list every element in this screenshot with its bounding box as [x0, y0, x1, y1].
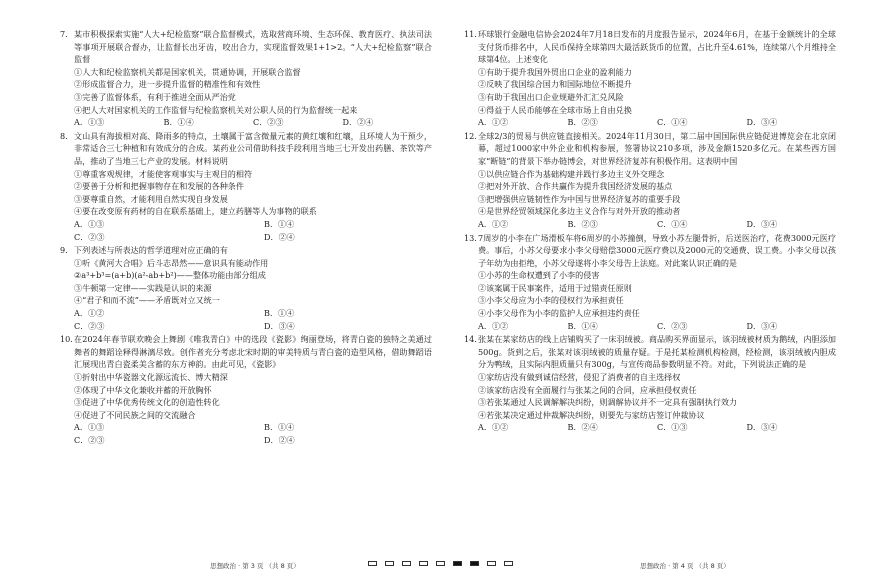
question-stem: 7周岁的小李在广场滑板车将6周岁的小苏撞倒，导致小苏左腿骨折，后送医治疗，花费3000元医疗费。事后，小苏父母要求小李父母赔偿3000元医疗费以及2000元的交通费、误工费。小李父母以孩子年幼为由拒绝，小苏父母遂将小李父母告上法庭。对此案认识正确的是: [478, 232, 836, 268]
option-c: C．②③: [74, 231, 105, 242]
option-b: B．①④: [264, 218, 295, 229]
statement: ①人大和纪检监察机关都是国家机关，贯通协调，开展联合监督: [74, 66, 301, 77]
option-c: C．①④: [657, 218, 688, 229]
question-10: [60, 333, 432, 446]
statement: ③牛顿第一定律——实践是认识的来源: [74, 282, 212, 293]
page-footer-left: 思想政治 · 第 3 页 （共 8 页）: [210, 562, 300, 570]
option-d: D．②④: [264, 435, 295, 445]
statement: ③有助于我国出口企业规避外汇汇兑风险: [478, 91, 624, 102]
answer-options: [60, 307, 432, 332]
option-d: D．③④: [746, 422, 778, 433]
option-c: C．②③: [74, 320, 105, 331]
statement: ①家纺店没有做到诚信经营，侵犯了消费者的自主选择权: [478, 372, 681, 383]
answer-options: [60, 421, 432, 446]
question-stem: 下列表述与所表达的哲学道理对应正确的有: [74, 245, 228, 256]
answer-options: [60, 218, 432, 243]
right-column: [464, 28, 836, 435]
statement: ①小苏的生命权遭到了小李的侵害: [478, 270, 600, 281]
question-13: [464, 232, 836, 333]
statement: ②该家纺店没有全面履行与张某之间的合同，应承担侵权责任: [478, 384, 697, 395]
question-stem: 文山具有海拔相对高、降雨多的特点，土壤属于富含微量元素的黄红壤和红壤，且环境人为干预少，非常适合三七种植和有效成分的合成。某药业公司借助科技手段利用当地三七开发出药膳、茶饮等产品，推动了当地三七产业的发展。材料说明: [74, 130, 432, 166]
left-column: [60, 28, 432, 448]
statement: ②体现了中华文化兼收并蓄的开放胸怀: [74, 384, 212, 395]
question-8: [60, 130, 432, 243]
statement: ③完善了监督体系，有利于推进全面从严治党: [74, 91, 236, 102]
statement: ④小李父母作为小李的监护人应承担违约责任: [478, 308, 640, 319]
option-d: D．②④: [342, 117, 374, 128]
option-c: C．②③: [657, 320, 688, 331]
question-number: 7.: [60, 29, 68, 39]
statement: ④“君子和而不流”——矛盾既对立又统一: [74, 295, 220, 306]
option-b: B．①④: [264, 422, 295, 433]
option-d: D．③④: [746, 320, 778, 331]
question-stem: 某市积极探索实施“人大+纪检监察”联合监督模式，选取营商环境、生态环保、教育医疗、执法司法等事项开展联合督办，让监督长出牙齿，咬出合力，实现监督效果1+1>2。“人大+纪检监察”联合监督: [74, 29, 432, 65]
option-c: C．①③: [657, 422, 688, 433]
statement: ①折射出中华瓷器文化源远流长、博大精深: [74, 372, 228, 383]
answer-options: [464, 421, 836, 434]
statement: ①以供应链合作为基础构建并践行多边主义外交理念: [478, 168, 665, 179]
alignment-mark: [436, 561, 445, 566]
question-9: [60, 244, 432, 332]
answer-options: [60, 116, 432, 129]
alignment-mark: [368, 561, 377, 566]
page-footer-right: 思想政治 · 第 4 页 （共 8 页）: [640, 562, 730, 570]
option-b: B．①④: [163, 117, 194, 128]
question-stem: 环球银行金融电信协会2024年7月18日发布的月度报告显示，2024年6月，在基于金额统计的全球支付货币排名中，人民币保持全球第四大最活跃货币的位置，占比升至4.61%，连续第八个月维持全球第4位。上述变化: [478, 29, 836, 65]
statement: ②把对外开放、合作共赢作为提升我国经济发展的基点: [478, 181, 673, 192]
statement: ④若张某决定通过仲裁解决纠纷，则要先与家纺店签订仲裁协议: [478, 409, 705, 420]
statement: ②a³+b³=(a+b)(a²-ab+b²)——整体功能由部分组成: [74, 270, 266, 281]
statement: ③把增强供应链韧性作为中国与世界经济复苏的重要手段: [478, 193, 681, 204]
answer-options: [464, 218, 836, 231]
question-14: [464, 333, 836, 434]
option-c: C．②③: [74, 435, 105, 445]
option-d: D．③④: [746, 117, 778, 128]
answer-options: [464, 116, 836, 129]
option-c: C．②③: [253, 117, 284, 128]
option-d: D．③④: [264, 320, 295, 331]
option-a: A．①②: [478, 320, 509, 331]
statement: ①有助于提升我国外贸出口企业的盈利能力: [478, 66, 632, 77]
question-number: 10.: [60, 334, 73, 345]
option-a: A．①②: [478, 218, 509, 229]
option-b: B．①④: [567, 320, 598, 331]
question-number: 8.: [60, 130, 68, 141]
alignment-marks: [368, 561, 513, 566]
statement: ②要善于分析和把握事物存在和发展的各种条件: [74, 181, 244, 192]
question-11: [464, 28, 836, 129]
alignment-mark: [504, 561, 513, 566]
question-number: 13.: [464, 232, 477, 243]
alignment-mark: [385, 561, 394, 566]
statement: ③要尊重自然，才能利用自然实现自身发展: [74, 193, 228, 204]
statement: ④得益于人民币能够在全球市场上自由兑换: [478, 104, 632, 115]
question-number: 14.: [464, 334, 477, 345]
option-b: B．②③: [567, 117, 598, 128]
alignment-mark-filled: [470, 561, 479, 566]
question-7: [60, 28, 432, 129]
option-c: C．①④: [657, 117, 688, 128]
statement: ④把人大对国家机关的工作监督与纪检监察机关对公职人员的行为监督统一起来: [74, 104, 358, 115]
answer-options: [464, 320, 836, 333]
statement: ③若张某通过人民调解解决纠纷，则调解协议并不一定具有强制执行效力: [478, 397, 738, 408]
alignment-mark: [402, 561, 411, 566]
question-12: [464, 130, 836, 231]
statement: ③促进了中华优秀传统文化的创造性转化: [74, 397, 220, 408]
alignment-mark: [419, 561, 428, 566]
alignment-mark: [487, 561, 496, 566]
question-stem: 在2024年春节联欢晚会上舞剧《唯我青白》中的选段《瓷影》绚丽登场，将青白瓷的独特之美通过舞者的舞蹈诠释得淋漓尽致。创作者充分考虑北宋时期的审美特质与青白瓷的造型风格，借助舞蹈语汇展现出青白瓷柔美含蓄的东方神韵。由此可见，《瓷影》: [74, 334, 432, 370]
statement: ④要在改变原有药材的自在联系基础上，建立药膳等人为事物的联系: [74, 206, 317, 217]
statement: ②反映了我国综合国力和国际地位不断提升: [478, 79, 632, 90]
question-number: 9.: [60, 245, 68, 256]
option-b: B．①④: [264, 308, 295, 319]
question-number: 11.: [464, 29, 477, 39]
statement: ①尊重客观规律，才能使客观事实与主观目的相符: [74, 168, 253, 179]
option-b: B．②③: [567, 218, 598, 229]
statement: ②该案属于民事案件，适用于过错责任原则: [478, 282, 632, 293]
option-d: D．③④: [746, 218, 778, 229]
statement: ④促进了不同民族之间的交流融合: [74, 409, 196, 420]
statement: ④是世界经贸领域深化多边主义合作与对外开放的推动者: [478, 206, 681, 217]
option-a: A．①②: [478, 422, 509, 433]
option-a: A．①③: [74, 422, 105, 433]
statement: ②形成监督合力，进一步提升监督的精准性和有效性: [74, 79, 261, 90]
option-b: B．②④: [567, 422, 598, 433]
alignment-mark-filled: [453, 561, 462, 566]
option-a: A．①②: [478, 117, 509, 128]
option-a: A．①③: [74, 117, 105, 128]
statement: ①听《黄河大合唱》后斗志昂然——意识具有能动作用: [74, 257, 269, 268]
question-number: 12.: [464, 130, 477, 141]
option-a: A．①②: [74, 308, 105, 319]
question-stem: 张某在某家纺店的线上店铺购买了一床羽绒被。商品购买界面显示，该羽绒被材质为鹅绒，内胆添加500g。货到之后，张某对该羽绒被的质量存疑。于是托某检测机构检测，经检测，该羽绒被内胆成分为鸭绒，且实际内胆质量只有300g，与宣传商品参数明显不符。对此，下列说法正确的是: [478, 334, 836, 370]
statement: ③小李父母应为小李的侵权行为承担责任: [478, 295, 624, 306]
option-a: A．①③: [74, 218, 105, 229]
option-d: D．②④: [264, 231, 295, 242]
question-stem: 全球2/3的贸易与供应链直接相关。2024年11月30日，第二届中国国际供应链促进博览会在北京闭幕，超过1000家中外企业和机构参展，签署协议210多项，涉及金额1520多亿元。在某些西方国家“断链”的背景下举办链博会，对世界经济复苏有积极作用。这表明中国: [478, 130, 836, 166]
